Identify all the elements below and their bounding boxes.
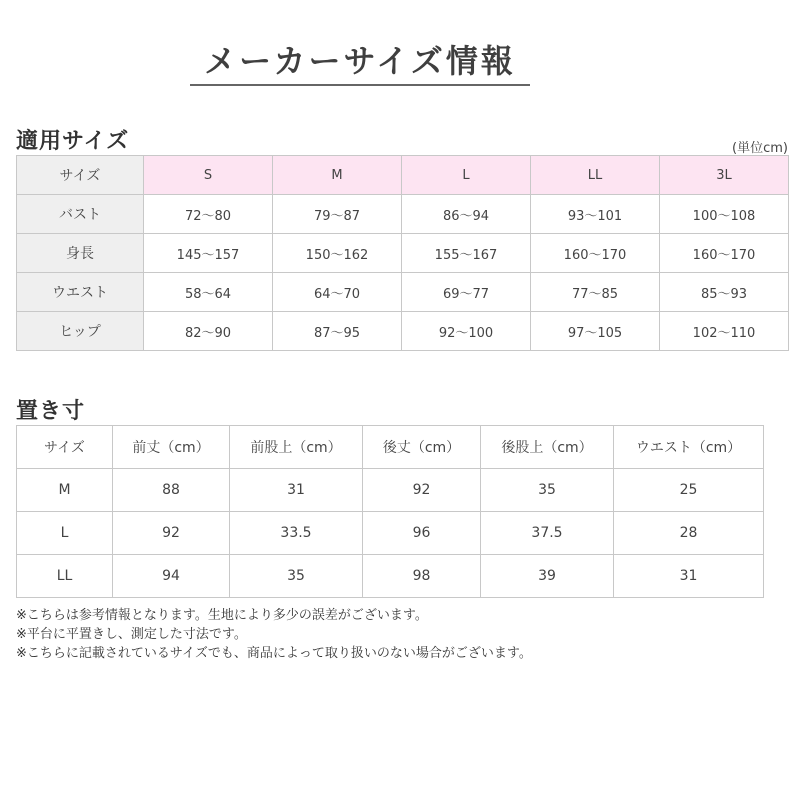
table-cell: 102〜110 bbox=[660, 312, 789, 351]
table-cell: 69〜77 bbox=[402, 273, 531, 312]
table-cell: 88 bbox=[113, 469, 230, 512]
notes-block bbox=[16, 606, 532, 663]
row-label: 身長 bbox=[17, 234, 144, 273]
flat-header-cell: 前丈（cm） bbox=[113, 426, 230, 469]
table-cell: 96 bbox=[363, 512, 481, 555]
unit-note: (単位cm) bbox=[732, 141, 788, 156]
table-row bbox=[17, 469, 764, 512]
fit-header-cell: 3L bbox=[660, 156, 789, 195]
fit-size-table bbox=[16, 155, 789, 351]
flat-header-cell: 前股上（cm） bbox=[230, 426, 363, 469]
fit-header-cell: サイズ bbox=[17, 156, 144, 195]
fit-header-cell: M bbox=[273, 156, 402, 195]
table-cell: 79〜87 bbox=[273, 195, 402, 234]
flat-header-cell: サイズ bbox=[17, 426, 113, 469]
table-cell: 94 bbox=[113, 555, 230, 598]
table-cell: 37.5 bbox=[481, 512, 614, 555]
table-cell: 77〜85 bbox=[531, 273, 660, 312]
table-cell: 72〜80 bbox=[144, 195, 273, 234]
table-row bbox=[17, 273, 789, 312]
table-row bbox=[17, 512, 764, 555]
table-cell: 155〜167 bbox=[402, 234, 531, 273]
row-label: ヒップ bbox=[17, 312, 144, 351]
flat-measure-table bbox=[16, 425, 764, 598]
table-row bbox=[17, 195, 789, 234]
table-cell: 100〜108 bbox=[660, 195, 789, 234]
table-cell: 39 bbox=[481, 555, 614, 598]
flat-measure-heading: 置き寸 bbox=[16, 399, 86, 424]
table-cell: 92〜100 bbox=[402, 312, 531, 351]
fit-table-header-row bbox=[17, 156, 789, 195]
table-cell: 31 bbox=[614, 555, 764, 598]
row-label: M bbox=[17, 469, 113, 512]
note-line: ※平台に平置きし、測定した寸法です。 bbox=[16, 627, 247, 642]
table-cell: 33.5 bbox=[230, 512, 363, 555]
row-label: L bbox=[17, 512, 113, 555]
table-cell: 97〜105 bbox=[531, 312, 660, 351]
table-cell: 31 bbox=[230, 469, 363, 512]
table-cell: 82〜90 bbox=[144, 312, 273, 351]
fit-header-cell: L bbox=[402, 156, 531, 195]
flat-header-cell: 後股上（cm） bbox=[481, 426, 614, 469]
table-cell: 58〜64 bbox=[144, 273, 273, 312]
table-cell: 87〜95 bbox=[273, 312, 402, 351]
fit-header-cell: LL bbox=[531, 156, 660, 195]
table-row bbox=[17, 312, 789, 351]
table-cell: 160〜170 bbox=[531, 234, 660, 273]
row-label: LL bbox=[17, 555, 113, 598]
table-cell: 93〜101 bbox=[531, 195, 660, 234]
flat-table-header-row bbox=[17, 426, 764, 469]
page-title: メーカーサイズ情報 bbox=[204, 42, 516, 80]
table-cell: 85〜93 bbox=[660, 273, 789, 312]
table-cell: 35 bbox=[230, 555, 363, 598]
row-label: バスト bbox=[17, 195, 144, 234]
row-label: ウエスト bbox=[17, 273, 144, 312]
table-row bbox=[17, 555, 764, 598]
table-cell: 92 bbox=[363, 469, 481, 512]
table-cell: 98 bbox=[363, 555, 481, 598]
fit-header-cell: S bbox=[144, 156, 273, 195]
fit-size-heading: 適用サイズ bbox=[16, 129, 130, 154]
table-cell: 150〜162 bbox=[273, 234, 402, 273]
table-row bbox=[17, 234, 789, 273]
flat-header-cell: ウエスト（cm） bbox=[614, 426, 764, 469]
note-line: ※こちらに記載されているサイズでも、商品によって取り扱いのない場合がございます。 bbox=[16, 646, 532, 661]
table-cell: 35 bbox=[481, 469, 614, 512]
table-cell: 25 bbox=[614, 469, 764, 512]
table-cell: 86〜94 bbox=[402, 195, 531, 234]
table-cell: 160〜170 bbox=[660, 234, 789, 273]
note-line: ※こちらは参考情報となります。生地により多少の誤差がございます。 bbox=[16, 608, 428, 623]
table-cell: 145〜157 bbox=[144, 234, 273, 273]
flat-header-cell: 後丈（cm） bbox=[363, 426, 481, 469]
table-cell: 92 bbox=[113, 512, 230, 555]
table-cell: 64〜70 bbox=[273, 273, 402, 312]
table-cell: 28 bbox=[614, 512, 764, 555]
title-underline bbox=[190, 84, 530, 86]
